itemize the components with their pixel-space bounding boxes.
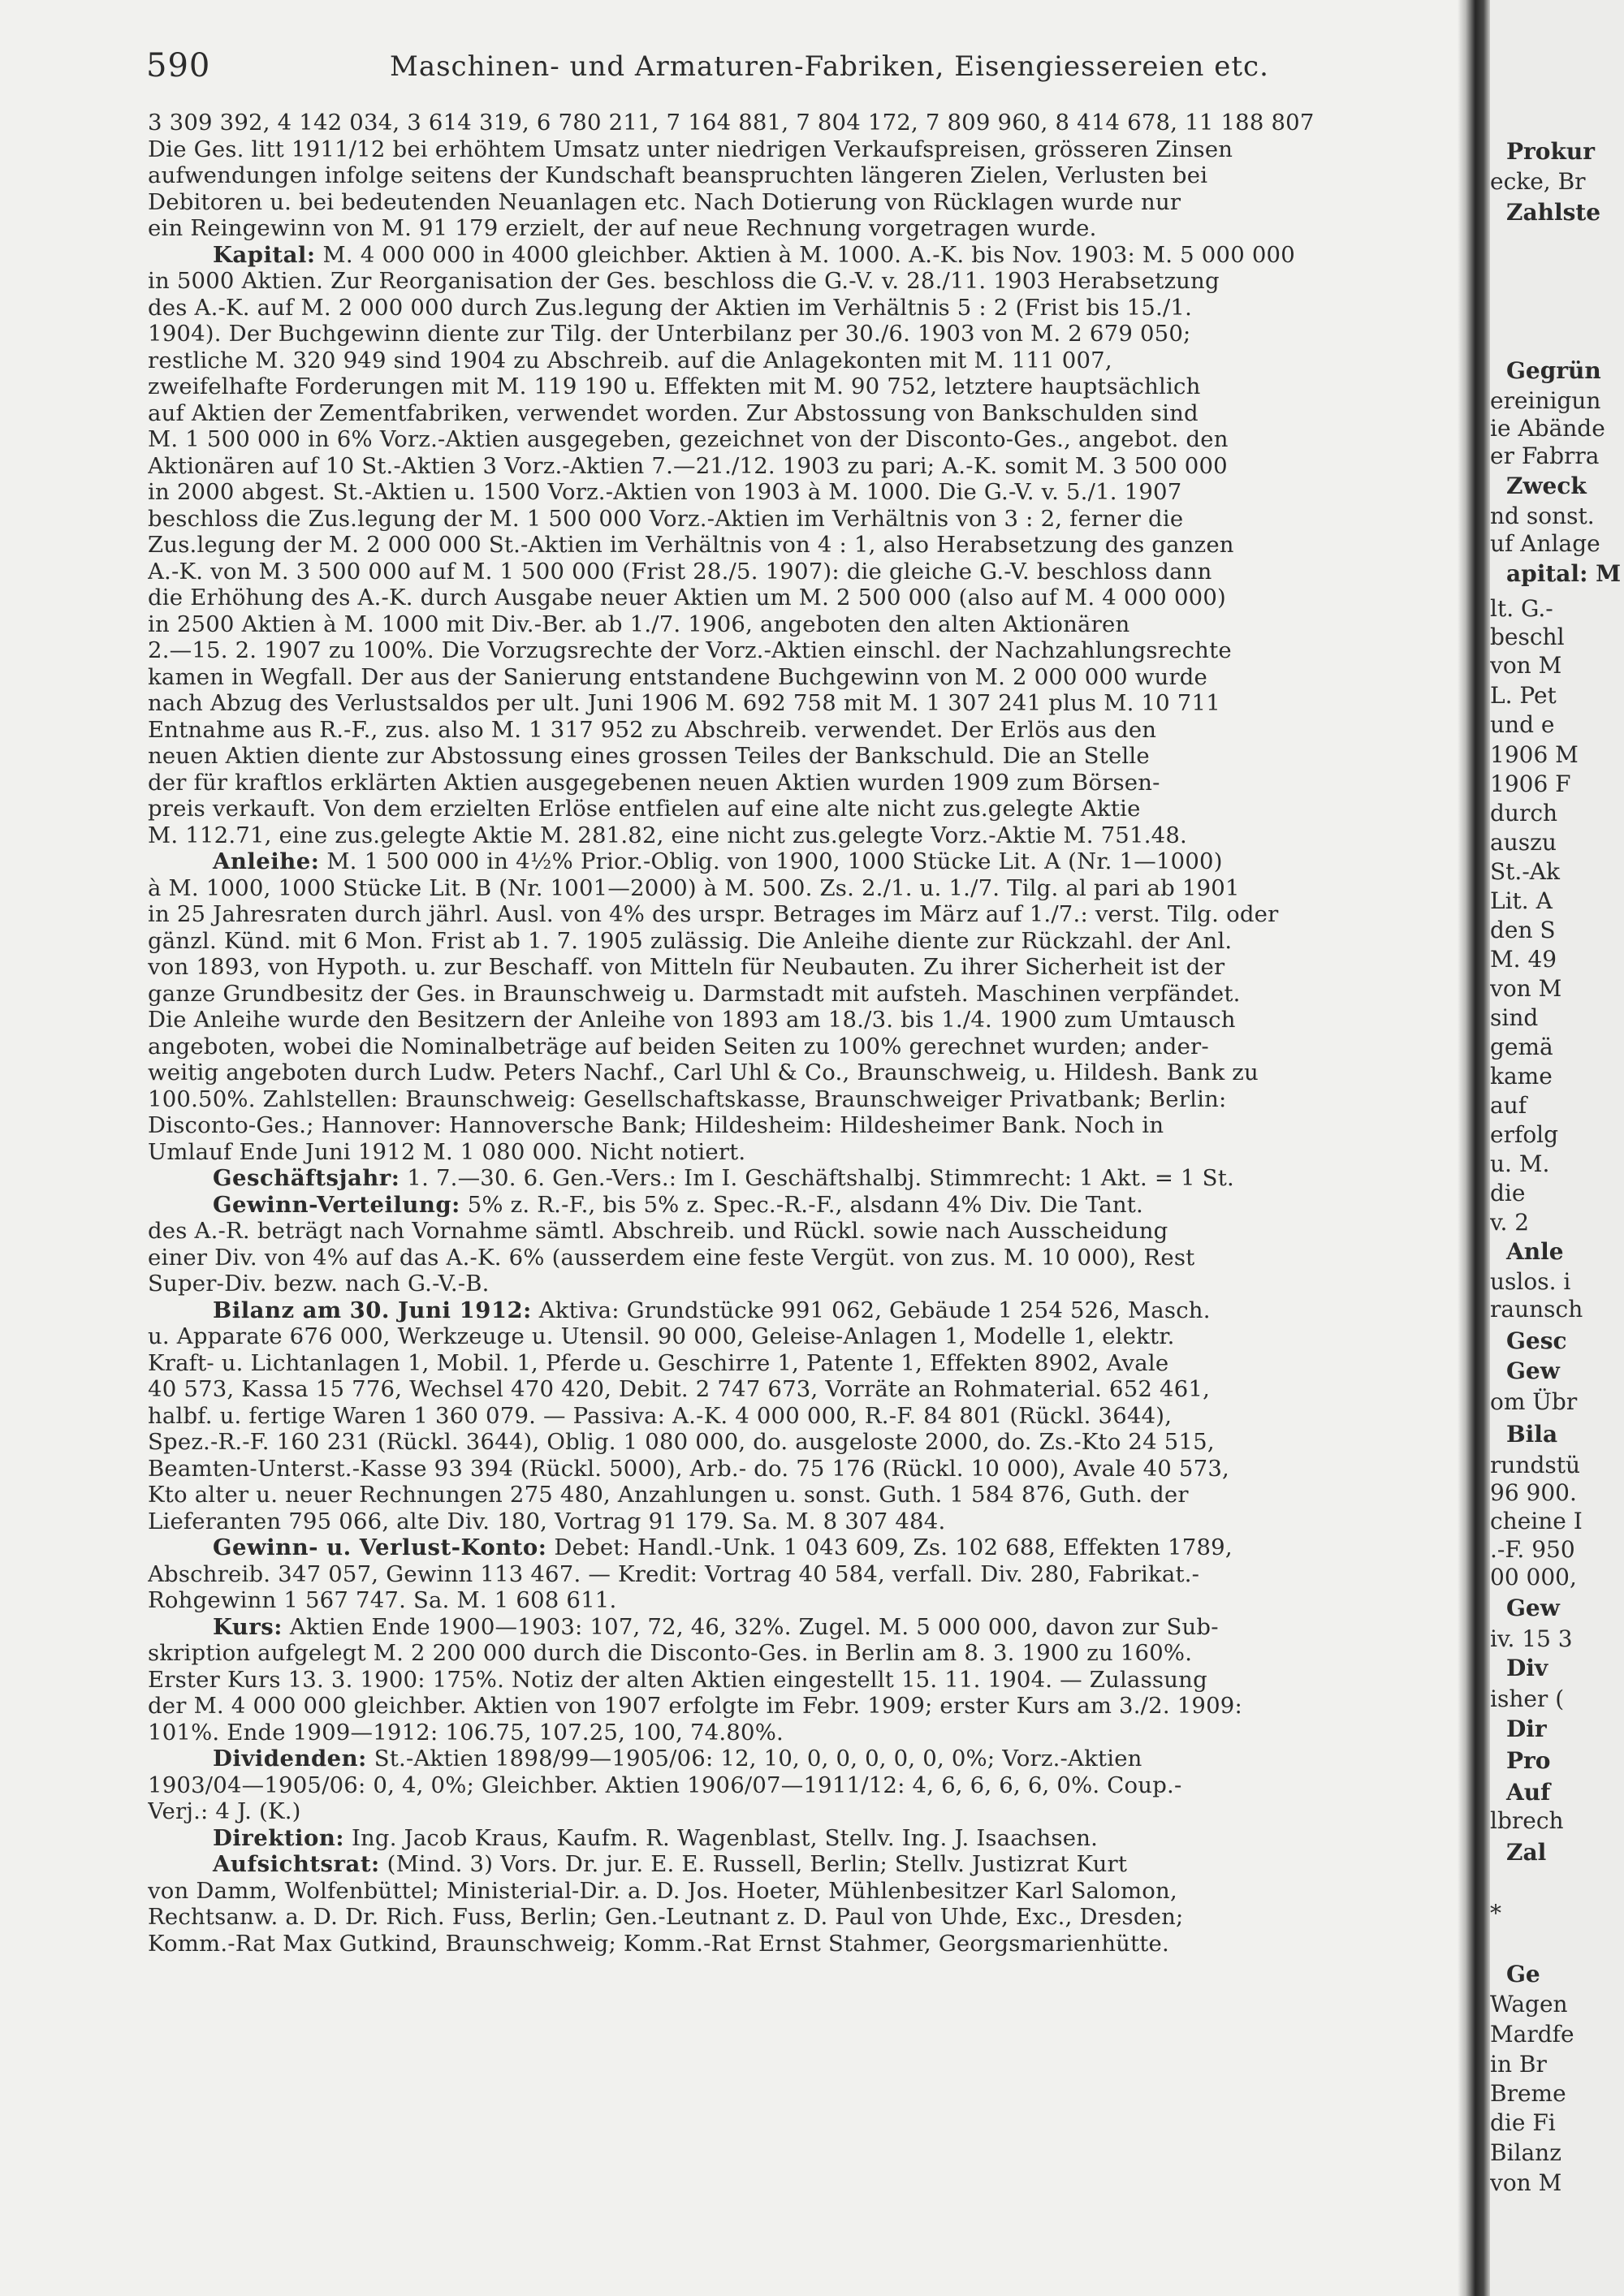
line-text: 101%. Ende 1909—1912: 106.75, 107.25, 100, 74.80%. (148, 1719, 784, 1746)
line-text: des A.-K. auf M. 2 000 000 durch Zus.legung der Aktien im Verhältnis 5 : 2 (Frist bis 15./1. (148, 294, 1193, 321)
text-line (148, 321, 1458, 347)
line-text: einer Div. von 4% auf das A.-K. 6% (ausserdem eine feste Vergüt. von zus. M. 10 000), Rest (148, 1244, 1195, 1271)
line-text: Kto alter u. neuer Rechnungen 275 480, Anzahlungen u. sonst. Guth. 1 584 876, Guth. der (148, 1482, 1189, 1508)
right-page-line: * (1490, 1900, 1501, 1927)
right-page-line: von M (1490, 652, 1562, 679)
right-page-line: 1906 F (1490, 770, 1571, 797)
text-line (148, 875, 1458, 902)
line-text: von 1893, von Hypoth. u. zur Beschaff. von Mitteln für Neubauten. Zu ihrer Sicherheit ist der (148, 954, 1225, 980)
right-page-line: auszu (1490, 829, 1557, 856)
line-text: Abschreib. 347 057, Gewinn 113 467. — Kredit: Vortrag 40 584, verfall. Div. 280, Fabrikat.- (148, 1560, 1200, 1587)
right-page-line: Wagen (1490, 1991, 1568, 2018)
line-text: Aktiva: Grundstücke 991 062, Gebäude 1 254 526, Masch. (538, 1297, 1211, 1323)
text-line (148, 1165, 1458, 1192)
text-line (148, 136, 1458, 163)
right-page-line: Anle (1506, 1238, 1564, 1265)
section-label: Gewinn-Verteilung: (213, 1191, 460, 1218)
line-text: skription aufgelegt M. 2 200 000 durch die Disconto-Ges. in Berlin am 8. 3. 1900 zu 160%. (148, 1640, 1193, 1666)
right-page-line: ie Abände (1490, 415, 1605, 442)
line-text: aufwendungen infolge seitens der Kundschaft beanspruchten längeren Zielen, Verlusten bei (148, 162, 1208, 188)
right-page-line: uf Anlage (1490, 530, 1600, 557)
text-line (148, 611, 1458, 638)
right-page-line: die (1490, 1180, 1526, 1206)
right-page-line: Prokur (1506, 138, 1595, 165)
text-line (148, 162, 1458, 189)
line-text: zweifelhafte Forderungen mit M. 119 190 u. Effekten mit M. 90 752, letztere hauptsächlich (148, 373, 1201, 399)
text-line (148, 1112, 1458, 1139)
text-line (148, 1798, 1458, 1825)
text-line (148, 1482, 1458, 1508)
right-page-line: und e (1490, 711, 1555, 738)
right-page-line: beschl (1490, 624, 1565, 650)
line-text: des A.-R. beträgt nach Vornahme sämtl. Abschreib. und Rückl. sowie nach Ausscheidung (148, 1218, 1168, 1244)
right-page-line: 00 000, (1490, 1564, 1577, 1590)
text-line (148, 1746, 1458, 1772)
text-line (148, 848, 1458, 875)
text-line (148, 1245, 1458, 1271)
text-line (148, 242, 1458, 269)
line-text: angeboten, wobei die Nominalbeträge auf beiden Seiten zu 100% gerechnet wurden; ander- (148, 1033, 1209, 1060)
right-page-line: durch (1490, 800, 1558, 826)
text-line (148, 1376, 1458, 1403)
text-line (148, 954, 1458, 981)
right-page-line: ecke, Br (1490, 168, 1586, 195)
right-page-line: Breme (1490, 2080, 1566, 2107)
text-line (148, 1034, 1458, 1060)
line-text: 1904). Der Buchgewinn diente zur Tilg. der Unterbilanz per 30./6. 1903 von M. 2 679 050; (148, 321, 1191, 347)
line-text: Aktionären auf 10 St.-Aktien 3 Vorz.-Aktien 7.—21./12. 1903 zu pari; A.-K. somit M. 3 500 000 (148, 452, 1228, 479)
right-page-line: Gegrün (1506, 357, 1601, 384)
line-text: der M. 4 000 000 gleichber. Aktien von 1907 erfolgte im Febr. 1909; erster Kurs am 3./2. 1909: (148, 1693, 1242, 1719)
section-label: Direktion: (213, 1824, 344, 1851)
line-text: Die Anleihe wurde den Besitzern der Anleihe von 1893 am 18./3. bis 1./4. 1900 zum Umtausch (148, 1007, 1236, 1033)
line-text: Entnahme aus R.-F., zus. also M. 1 317 952 zu Abschreib. verwendet. Der Erlös aus den (148, 716, 1157, 743)
section-label: Kapital: (213, 241, 316, 268)
text-line (148, 1825, 1458, 1852)
section-label: Gewinn- u. Verlust-Konto: (213, 1534, 547, 1560)
right-page-line: ereinigun (1490, 387, 1601, 414)
line-text: nach Abzug des Verlustsaldos per ult. Juni 1906 M. 692 758 mit M. 1 307 241 plus M. 10 711 (148, 690, 1220, 716)
text-line (148, 690, 1458, 717)
running-head: Maschinen- und Armaturen-Fabriken, Eisengiessereien etc. (390, 50, 1269, 83)
text-line (148, 1403, 1458, 1430)
right-page-line: raunsch (1490, 1296, 1583, 1323)
right-page-line: isher ( (1490, 1685, 1565, 1712)
right-page-line: cheine I (1490, 1508, 1583, 1534)
right-page-line: erfolg (1490, 1121, 1559, 1148)
line-text: 40 573, Kassa 15 776, Wechsel 470 420, Debit. 2 747 673, Vorräte an Rohmaterial. 652 461, (148, 1376, 1211, 1402)
book-gutter (1458, 0, 1490, 2296)
line-text: 2.—15. 2. 1907 zu 100%. Die Vorzugsrechte der Vorz.-Aktien einschl. der Nachzahlungsrechte (148, 637, 1232, 663)
line-text: weitig angeboten durch Ludw. Peters Nachf., Carl Uhl & Co., Braunschweig, u. Hildesh. Bank zu (148, 1060, 1259, 1085)
text-line (148, 770, 1458, 796)
text-line (148, 1139, 1458, 1166)
text-line (148, 189, 1458, 216)
text-line (148, 1667, 1458, 1694)
text-line (148, 215, 1458, 242)
right-page-line: Gew (1506, 1357, 1560, 1384)
line-text: Debitoren u. bei bedeutenden Neuanlagen etc. Nach Dotierung von Rücklagen wurde nur (148, 188, 1181, 215)
text-line (148, 453, 1458, 480)
right-page-line: gemä (1490, 1034, 1553, 1060)
line-text: Lieferanten 795 066, alte Div. 180, Vortrag 91 179. Sa. M. 8 307 484. (148, 1508, 946, 1534)
right-page-line: .-F. 950 (1490, 1536, 1575, 1563)
line-text: halbf. u. fertige Waren 1 360 079. — Passiva: A.-K. 4 000 000, R.-F. 84 801 (Rückl. 3644), (148, 1402, 1173, 1429)
line-text: 1. 7.—30. 6. Gen.-Vers.: Im I. Geschäftshalbj. Stimmrecht: 1 Akt. = 1 St. (407, 1165, 1234, 1191)
page-number: 590 (146, 47, 211, 84)
right-page-line: lbrech (1490, 1807, 1564, 1834)
line-text: Beamten-Unterst.-Kasse 93 394 (Rückl. 5000), Arb.- do. 75 176 (Rückl. 10 000), Avale 40 573, (148, 1455, 1229, 1482)
text-line (148, 1587, 1458, 1614)
right-page-line: Auf (1506, 1779, 1551, 1806)
text-line (148, 559, 1458, 585)
right-page-line: uslos. i (1490, 1268, 1571, 1295)
text-line (148, 901, 1458, 928)
right-page-line: auf (1490, 1092, 1527, 1119)
right-page-line: Gew (1506, 1595, 1560, 1621)
line-text: Komm.-Rat Max Gutkind, Braunschweig; Komm.-Rat Ernst Stahmer, Georgsmarienhütte. (148, 1930, 1169, 1957)
text-line (148, 1218, 1458, 1245)
text-line (148, 796, 1458, 822)
text-line (148, 585, 1458, 611)
right-page-line: von M (1490, 975, 1562, 1002)
text-line (148, 110, 1458, 136)
line-text: St.-Aktien 1898/99—1905/06: 12, 10, 0, 0, 0, 0, 0, 0%; Vorz.-Aktien (374, 1746, 1142, 1772)
text-line (148, 664, 1458, 691)
text-line (148, 295, 1458, 322)
line-text: ein Reingewinn von M. 91 179 erzielt, der auf neue Rechnung vorgetragen wurde. (148, 215, 1097, 241)
line-text: der für kraftlos erklärten Aktien ausgegebenen neuen Aktien wurden 1909 zum Börsen- (148, 769, 1160, 796)
right-page-line: Div (1506, 1655, 1548, 1681)
text-line (148, 1192, 1458, 1219)
line-text: kamen in Wegfall. Der aus der Sanierung entstandene Buchgewinn von M. 2 000 000 wurde (148, 663, 1208, 690)
right-page-line: u. M. (1490, 1150, 1550, 1177)
line-text: neuen Aktien diente zur Abstossung eines grossen Teiles der Bankschuld. Die an Stelle (148, 743, 1150, 769)
right-page-line: rundstü (1490, 1452, 1581, 1478)
line-text: M. 112.71, eine zus.gelegte Aktie M. 281.82, eine nicht zus.gelegte Vorz.-Aktie M. 751.48. (148, 822, 1187, 848)
section-label: Anleihe: (213, 848, 320, 874)
line-text: in 2000 abgest. St.-Aktien u. 1500 Vorz.-Aktien von 1903 à M. 1000. Die G.-V. v. 5./1. 1907 (148, 479, 1182, 505)
right-page-fragment (1490, 0, 1624, 2296)
line-text: 3 309 392, 4 142 034, 3 614 319, 6 780 211, 7 164 881, 7 804 172, 7 809 960, 8 414 678, 11 188 807 (148, 110, 1315, 136)
right-page-line: sind (1490, 1004, 1539, 1031)
right-page-line: iv. 15 3 (1490, 1625, 1573, 1652)
right-page-line: om Übr (1490, 1388, 1578, 1415)
text-line (148, 1086, 1458, 1113)
line-text: (Mind. 3) Vors. Dr. jur. E. E. Russell, Berlin; Stellv. Justizrat Kurt (387, 1851, 1128, 1877)
line-text: 5% z. R.-F., bis 5% z. Spec.-R.-F., alsdann 4% Div. Die Tant. (467, 1191, 1143, 1218)
right-page-line: M. 49 (1490, 946, 1557, 973)
text-line (148, 400, 1458, 427)
line-text: die Erhöhung des A.-K. durch Ausgabe neuer Aktien um M. 2 500 000 (also auf M. 4 000 000) (148, 585, 1226, 611)
line-text: Umlauf Ende Juni 1912 M. 1 080 000. Nicht notiert. (148, 1138, 746, 1165)
right-page-line: den S (1490, 917, 1556, 943)
text-line (148, 1271, 1458, 1297)
right-page-line: Dir (1506, 1716, 1547, 1742)
text-line (148, 1693, 1458, 1720)
line-text: M. 4 000 000 in 4000 gleichber. Aktien à M. 1000. A.-K. bis Nov. 1903: M. 5 000 000 (322, 241, 1295, 268)
text-line (148, 1350, 1458, 1377)
text-line (148, 1060, 1458, 1086)
right-page-line: Bilanz (1490, 2139, 1561, 2166)
line-text: ganze Grundbesitz der Ges. in Braunschweig u. Darmstadt mit aufsteh. Maschinen verpfändet. (148, 980, 1241, 1007)
text-line (148, 743, 1458, 770)
text-line (148, 1456, 1458, 1482)
right-page-line: von M (1490, 2169, 1562, 2196)
section-label: Kurs: (213, 1613, 283, 1640)
line-text: in 25 Jahresraten durch jährl. Ausl. von 4% des urspr. Betrages im März auf 1./7.: verst. Tilg. oder (148, 901, 1279, 927)
line-text: Aktien Ende 1900—1903: 107, 72, 46, 32%. Zugel. M. 5 000 000, davon zur Sub- (289, 1613, 1219, 1640)
line-text: Debet: Handl.-Unk. 1 043 609, Zs. 102 688, Effekten 1789, (554, 1534, 1233, 1560)
line-text: in 5000 Aktien. Zur Reorganisation der Ges. beschloss die G.-V. v. 28./11. 1903 Herabsetzung (148, 268, 1220, 294)
text-line (148, 1297, 1458, 1324)
line-text: u. Apparate 676 000, Werkzeuge u. Utensil. 90 000, Geleise-Anlagen 1, Modelle 1, elektr. (148, 1323, 1175, 1349)
text-line (148, 637, 1458, 664)
section-label: Geschäftsjahr: (213, 1165, 400, 1191)
line-text: M. 1 500 000 in 4½% Prior.-Oblig. von 1900, 1000 Stücke Lit. A (Nr. 1—1000) (326, 848, 1223, 874)
right-page-line: in Br (1490, 2051, 1547, 2078)
line-text: Die Ges. litt 1911/12 bei erhöhtem Umsatz unter niedrigen Verkaufspreisen, grösseren Zinsen (148, 136, 1233, 162)
right-page-line: Zahlste (1506, 199, 1601, 226)
right-page-line: L. Pet (1490, 682, 1557, 709)
section-label: Dividenden: (213, 1746, 367, 1772)
right-page-line: nd sonst. (1490, 503, 1595, 529)
text-line (148, 1323, 1458, 1350)
line-text: beschloss die Zus.legung der M. 1 500 000 Vorz.-Aktien im Verhältnis von 3 : 2, ferner die (148, 505, 1184, 532)
text-line (148, 479, 1458, 506)
line-text: preis verkauft. Von dem erzielten Erlöse entfielen auf eine alte nicht zus.gelegte Aktie (148, 796, 1141, 822)
right-page-line: Lit. A (1490, 887, 1553, 914)
right-page-line: St.-Ak (1490, 858, 1560, 885)
right-page-line: Mardfe (1490, 2021, 1574, 2048)
line-text: restliche M. 320 949 sind 1904 zu Abschreib. auf die Anlagekonten mit M. 111 007, (148, 347, 1112, 373)
line-text: 1903/04—1905/06: 0, 4, 0%; Gleichber. Aktien 1906/07—1911/12: 4, 6, 6, 6, 6, 0%. Coup.- (148, 1772, 1182, 1798)
line-text: 100.50%. Zahlstellen: Braunschweig: Gesellschaftskasse, Braunschweiger Privatbank; Berlin: (148, 1085, 1227, 1112)
text-line (148, 1429, 1458, 1456)
text-line (148, 1007, 1458, 1034)
right-page-line: Zweck (1506, 473, 1587, 499)
text-line (148, 717, 1458, 744)
text-line (148, 1931, 1458, 1957)
line-text: Spez.-R.-F. 160 231 (Rückl. 3644), Oblig. 1 080 000, do. ausgeloste 2000, do. Zs.-Kto 24 515, (148, 1429, 1215, 1455)
line-text: von Damm, Wolfenbüttel; Ministerial-Dir. a. D. Jos. Hoeter, Mühlenbesitzer Karl Salomon, (148, 1877, 1177, 1904)
line-text: Kraft- u. Lichtanlagen 1, Mobil. 1, Pferde u. Geschirre 1, Patente 1, Effekten 8902, Avale (148, 1349, 1169, 1376)
line-text: Erster Kurs 13. 3. 1900: 175%. Notiz der alten Aktien eingestellt 15. 11. 1904. — Zulassung (148, 1666, 1207, 1693)
text-line (148, 1720, 1458, 1746)
line-text: à M. 1000, 1000 Stücke Lit. B (Nr. 1001—2000) à M. 500. Zs. 2./1. u. 1./7. Tilg. al pari ab 1901 (148, 874, 1240, 901)
text-line (148, 268, 1458, 295)
text-line (148, 426, 1458, 453)
line-text: Rechtsanw. a. D. Dr. Rich. Fuss, Berlin; Gen.-Leutnant z. D. Paul von Uhde, Exc., Dresden; (148, 1904, 1184, 1930)
right-page-line: er Fabrra (1490, 442, 1600, 469)
text-line (148, 347, 1458, 374)
right-page-line: die Fi (1490, 2109, 1556, 2136)
text-line (148, 1878, 1458, 1905)
text-line (148, 1904, 1458, 1931)
right-page-line: 1906 M (1490, 741, 1579, 768)
line-text: auf Aktien der Zementfabriken, verwendet worden. Zur Abstossung von Bankschulden sind (148, 399, 1199, 426)
section-label: Aufsichtsrat: (213, 1851, 380, 1877)
text-line (148, 1851, 1458, 1878)
text-line (148, 981, 1458, 1008)
line-text: M. 1 500 000 in 6% Vorz.-Aktien ausgegeben, gezeichnet von der Disconto-Ges., angebot. den (148, 426, 1229, 452)
right-page-line: lt. G.- (1490, 595, 1553, 622)
text-line (148, 1534, 1458, 1561)
text-line (148, 1508, 1458, 1535)
right-page-line: v. 2 (1490, 1209, 1530, 1236)
text-line (148, 506, 1458, 533)
line-text: Rohgewinn 1 567 747. Sa. M. 1 608 611. (148, 1587, 617, 1613)
body-text (148, 110, 1458, 1957)
right-page-line: apital: M (1506, 560, 1622, 587)
line-text: Disconto-Ges.; Hannover: Hannoversche Bank; Hildesheim: Hildesheimer Bank. Noch in (148, 1112, 1164, 1138)
right-page-line: Bila (1506, 1421, 1558, 1448)
section-label: Bilanz am 30. Juni 1912: (213, 1297, 532, 1323)
text-line (148, 1640, 1458, 1667)
line-text: gänzl. Künd. mit 6 Mon. Frist ab 1. 7. 1905 zulässig. Die Anleihe diente zur Rückzahl. der Anl. (148, 927, 1233, 954)
text-line (148, 1772, 1458, 1799)
text-line (148, 1614, 1458, 1641)
right-page-line: 96 900. (1490, 1479, 1577, 1506)
line-text: A.-K. von M. 3 500 000 auf M. 1 500 000 (Frist 28./5. 1907): die gleiche G.-V. beschloss dann (148, 558, 1212, 585)
right-page-line: Gesc (1506, 1327, 1567, 1354)
text-line (148, 532, 1458, 559)
text-line (148, 928, 1458, 955)
line-text: Zus.legung der M. 2 000 000 St.-Aktien im Verhältnis von 4 : 1, also Herabsetzung des ganzen (148, 532, 1234, 558)
line-text: Super-Div. bezw. nach G.-V.-B. (148, 1271, 490, 1297)
line-text: Verj.: 4 J. (K.) (148, 1798, 301, 1824)
page-header (146, 47, 1458, 96)
right-page-line: Pro (1506, 1747, 1551, 1774)
right-page-line: Zal (1506, 1839, 1547, 1866)
right-page-line: Ge (1506, 1961, 1540, 1987)
line-text: in 2500 Aktien à M. 1000 mit Div.-Ber. ab 1./7. 1906, angeboten den alten Aktionären (148, 611, 1130, 637)
text-line (148, 373, 1458, 400)
right-page-line: kame (1490, 1063, 1553, 1090)
line-text: Ing. Jacob Kraus, Kaufm. R. Wagenblast, Stellv. Ing. J. Isaachsen. (351, 1824, 1099, 1851)
text-line (148, 1561, 1458, 1588)
text-line (148, 822, 1458, 849)
